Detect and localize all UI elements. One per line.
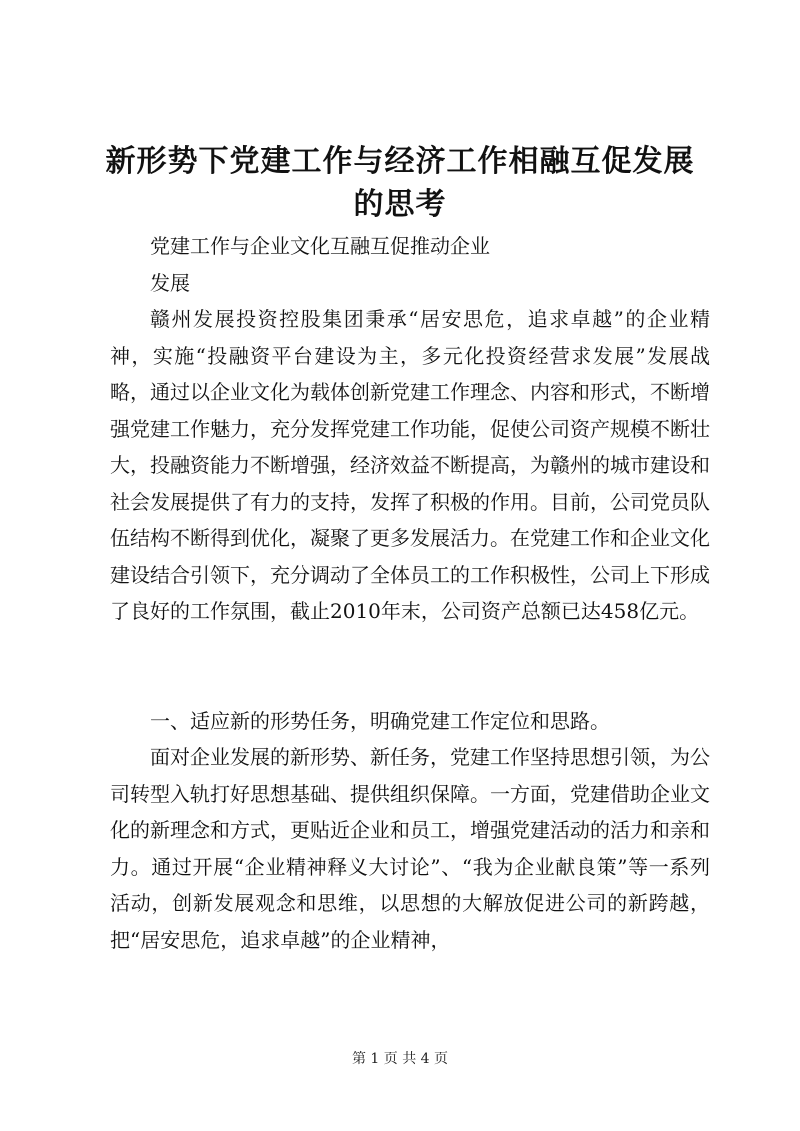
document-title: 新形势下党建工作与经济工作相融互促发展的思考 [105,144,695,222]
section-heading-1: 一、适应新的形势任务，明确党建工作定位和思路。 [150,709,610,733]
paragraph-section-1: 面对企业发展的新形势、新任务，党建工作坚持思想引领，为公司转型入轨打好思想基础、提供组织保障。一方面，党建借助企业文化的新理念和方式，更贴近企业和员工，增强党建活动的活力和亲和力。通过开展“企业精神释义大讨论”、“我为企业献良策”等一系列活动，创新发展观念和思维，以思想的大解放促进公司的新跨越，把“居安思危，追求卓越”的企业精神， [110,745,710,952]
page-footer: 第 1 页 共 4 页 [351,1051,449,1067]
subtitle-line-2: 发展 [150,271,190,295]
paragraph-intro: 赣州发展投资控股集团秉承“居安思危，追求卓越”的企业精神，实施“投融资平台建设为主，多元化投资经营求发展”发展战略，通过以企业文化为载体创新党建工作理念、内容和形式，不断增强党建工作魅力，充分发挥党建工作功能，促使公司资产规模不断壮大，投融资能力不断增强，经济效益不断提高，为赣州的城市建设和社会发展提供了有力的支持，发挥了积极的作用。目前，公司党员队伍结构不断得到优化，凝聚了更多发展活力。在党建工作和企业文化建设结合引领下，充分调动了全体员工的工作积极性，公司上下形成了良好的工作氛围，截止2010年末，公司资产总额已达458亿元。 [110,307,710,623]
subtitle-line-1: 党建工作与企业文化互融互促推动企业 [150,234,490,258]
